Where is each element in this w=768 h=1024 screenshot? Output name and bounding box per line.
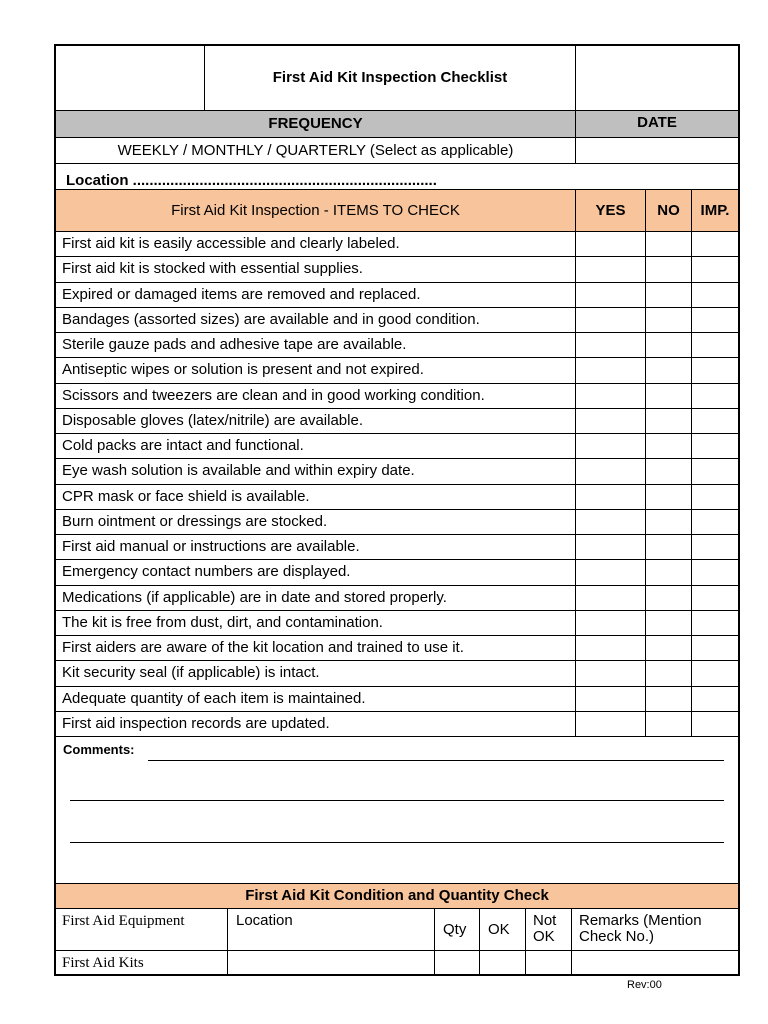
no-check-cell[interactable] — [646, 661, 692, 685]
checklist-header-row — [56, 190, 738, 232]
yes-check-cell[interactable] — [576, 535, 646, 559]
checklist-row — [56, 434, 738, 459]
no-check-cell[interactable] — [646, 384, 692, 408]
date-label: DATE — [576, 111, 738, 137]
yes-check-cell[interactable] — [576, 358, 646, 382]
imp-check-cell[interactable] — [692, 308, 738, 332]
imp-check-cell[interactable] — [692, 712, 738, 736]
imp-check-cell[interactable] — [692, 434, 738, 458]
imp-check-cell[interactable] — [692, 535, 738, 559]
imp-check-cell[interactable] — [692, 586, 738, 610]
imp-check-cell[interactable] — [692, 409, 738, 433]
checklist-item-text: First aid kit is easily accessible and clearly labeled. — [56, 232, 576, 256]
checklist-item-text: Expired or damaged items are removed and replaced. — [56, 283, 576, 307]
no-check-cell[interactable] — [646, 636, 692, 660]
yes-check-cell[interactable] — [576, 636, 646, 660]
imp-check-cell[interactable] — [692, 636, 738, 660]
yes-column-header: YES — [576, 190, 646, 231]
no-check-cell[interactable] — [646, 485, 692, 509]
checklist-row — [56, 586, 738, 611]
remarks-column-header: Remarks (Mention Check No.) — [579, 912, 702, 945]
no-check-cell[interactable] — [646, 232, 692, 256]
no-check-cell[interactable] — [646, 434, 692, 458]
no-check-cell[interactable] — [646, 283, 692, 307]
not-ok-cell[interactable] — [526, 951, 572, 974]
checklist-row — [56, 485, 738, 510]
imp-check-cell[interactable] — [692, 333, 738, 357]
yes-check-cell[interactable] — [576, 485, 646, 509]
no-check-cell[interactable] — [646, 560, 692, 584]
condition-heading: First Aid Kit Condition and Quantity Check — [56, 884, 738, 908]
no-column-header: NO — [646, 190, 692, 231]
location-column-header: Location — [228, 909, 435, 950]
checklist-item-text: Sterile gauze pads and adhesive tape are available. — [56, 333, 576, 357]
yes-check-cell[interactable] — [576, 586, 646, 610]
imp-check-cell[interactable] — [692, 485, 738, 509]
remarks-cell[interactable] — [572, 951, 738, 974]
checklist-item-text: First aiders are aware of the kit location and trained to use it. — [56, 636, 576, 660]
imp-check-cell[interactable] — [692, 257, 738, 281]
imp-check-cell[interactable] — [692, 661, 738, 685]
no-check-cell[interactable] — [646, 257, 692, 281]
title-right-blank-cell — [576, 46, 738, 110]
checklist-heading: First Aid Kit Inspection - ITEMS TO CHECK — [56, 190, 576, 231]
imp-check-cell[interactable] — [692, 384, 738, 408]
no-check-cell[interactable] — [646, 687, 692, 711]
checklist-row — [56, 661, 738, 686]
checklist-item-text: Disposable gloves (latex/nitrile) are available. — [56, 409, 576, 433]
no-check-cell[interactable] — [646, 308, 692, 332]
frequency-header-row — [56, 111, 738, 138]
title-left-blank-cell — [56, 46, 205, 110]
yes-check-cell[interactable] — [576, 560, 646, 584]
condition-heading-row — [56, 884, 738, 909]
checklist-row — [56, 636, 738, 661]
comments-section — [56, 737, 738, 884]
checklist-item-text: Eye wash solution is available and within expiry date. — [56, 459, 576, 483]
yes-check-cell[interactable] — [576, 308, 646, 332]
location-field[interactable]: Location ......................................................................... — [66, 172, 437, 189]
yes-check-cell[interactable] — [576, 661, 646, 685]
checklist-item-text: Antiseptic wipes or solution is present and not expired. — [56, 358, 576, 382]
checklist-item-text: CPR mask or face shield is available. — [56, 485, 576, 509]
checklist-row — [56, 257, 738, 282]
imp-check-cell[interactable] — [692, 232, 738, 256]
checklist-row — [56, 333, 738, 358]
imp-check-cell[interactable] — [692, 687, 738, 711]
no-check-cell[interactable] — [646, 333, 692, 357]
no-check-cell[interactable] — [646, 712, 692, 736]
yes-check-cell[interactable] — [576, 510, 646, 534]
condition-columns-row — [56, 909, 738, 951]
checklist-item-text: Adequate quantity of each item is maintained. — [56, 687, 576, 711]
checklist-row — [56, 712, 738, 737]
imp-check-cell[interactable] — [692, 459, 738, 483]
yes-check-cell[interactable] — [576, 687, 646, 711]
yes-check-cell[interactable] — [576, 232, 646, 256]
comments-line-1[interactable] — [148, 760, 724, 761]
checklist-row — [56, 560, 738, 585]
checklist-item-text: First aid manual or instructions are available. — [56, 535, 576, 559]
location-cell[interactable] — [228, 951, 435, 974]
checklist-item-text: Scissors and tweezers are clean and in good working condition. — [56, 384, 576, 408]
checklist-item-text: Emergency contact numbers are displayed. — [56, 560, 576, 584]
date-field[interactable] — [576, 138, 738, 163]
no-check-cell[interactable] — [646, 459, 692, 483]
checklist-item-text: First aid inspection records are updated. — [56, 712, 576, 736]
yes-check-cell[interactable] — [576, 333, 646, 357]
yes-check-cell[interactable] — [576, 434, 646, 458]
ok-column-header: OK — [480, 909, 526, 950]
yes-check-cell[interactable] — [576, 459, 646, 483]
not-ok-column-header: Not OK — [526, 909, 572, 950]
checklist-item-text: First aid kit is stocked with essential supplies. — [56, 257, 576, 281]
equipment-column-header: First Aid Equipment — [56, 909, 228, 950]
frequency-label: FREQUENCY — [56, 111, 576, 137]
revision-label: Rev:00 — [627, 979, 662, 991]
form-title: First Aid Kit Inspection Checklist — [205, 46, 576, 110]
checklist-row — [56, 409, 738, 434]
title-row — [56, 46, 738, 111]
checklist-row — [56, 510, 738, 535]
frequency-options-row — [56, 138, 738, 164]
checklist-item-text: Bandages (assorted sizes) are available and in good condition. — [56, 308, 576, 332]
no-check-cell[interactable] — [646, 611, 692, 635]
no-check-cell[interactable] — [646, 586, 692, 610]
checklist-row — [56, 358, 738, 383]
comments-line-2[interactable] — [70, 800, 724, 801]
imp-column-header: IMP. — [700, 201, 730, 219]
inspection-checklist-form — [54, 44, 740, 976]
imp-check-cell[interactable] — [692, 611, 738, 635]
imp-check-cell[interactable] — [692, 358, 738, 382]
checklist-item-text: The kit is free from dust, dirt, and contamination. — [56, 611, 576, 635]
imp-check-cell[interactable] — [692, 510, 738, 534]
yes-check-cell[interactable] — [576, 384, 646, 408]
comments-label: Comments: — [63, 742, 135, 757]
condition-row — [56, 951, 738, 974]
yes-check-cell[interactable] — [576, 283, 646, 307]
checklist-row — [56, 459, 738, 484]
no-check-cell[interactable] — [646, 535, 692, 559]
checklist-row — [56, 611, 738, 636]
frequency-options: WEEKLY / MONTHLY / QUARTERLY (Select as applicable) — [56, 138, 576, 163]
location-row — [56, 164, 738, 190]
checklist-row — [56, 232, 738, 257]
comments-line-3[interactable] — [70, 842, 724, 843]
yes-check-cell[interactable] — [576, 257, 646, 281]
imp-check-cell[interactable] — [692, 560, 738, 584]
equipment-cell: First Aid Kits — [56, 951, 228, 974]
checklist-item-text: Cold packs are intact and functional. — [56, 434, 576, 458]
checklist-item-text: Burn ointment or dressings are stocked. — [56, 510, 576, 534]
qty-cell[interactable] — [435, 951, 480, 974]
checklist-row — [56, 308, 738, 333]
imp-check-cell[interactable] — [692, 283, 738, 307]
no-check-cell[interactable] — [646, 358, 692, 382]
checklist-row — [56, 283, 738, 308]
checklist-row — [56, 384, 738, 409]
qty-column-header: Qty — [435, 909, 480, 950]
ok-cell[interactable] — [480, 951, 526, 974]
checklist-item-text: Kit security seal (if applicable) is intact. — [56, 661, 576, 685]
checklist-item-text: Medications (if applicable) are in date and stored properly. — [56, 586, 576, 610]
yes-check-cell[interactable] — [576, 712, 646, 736]
no-check-cell[interactable] — [646, 409, 692, 433]
yes-check-cell[interactable] — [576, 611, 646, 635]
yes-check-cell[interactable] — [576, 409, 646, 433]
no-check-cell[interactable] — [646, 510, 692, 534]
checklist-row — [56, 687, 738, 712]
checklist-row — [56, 535, 738, 560]
